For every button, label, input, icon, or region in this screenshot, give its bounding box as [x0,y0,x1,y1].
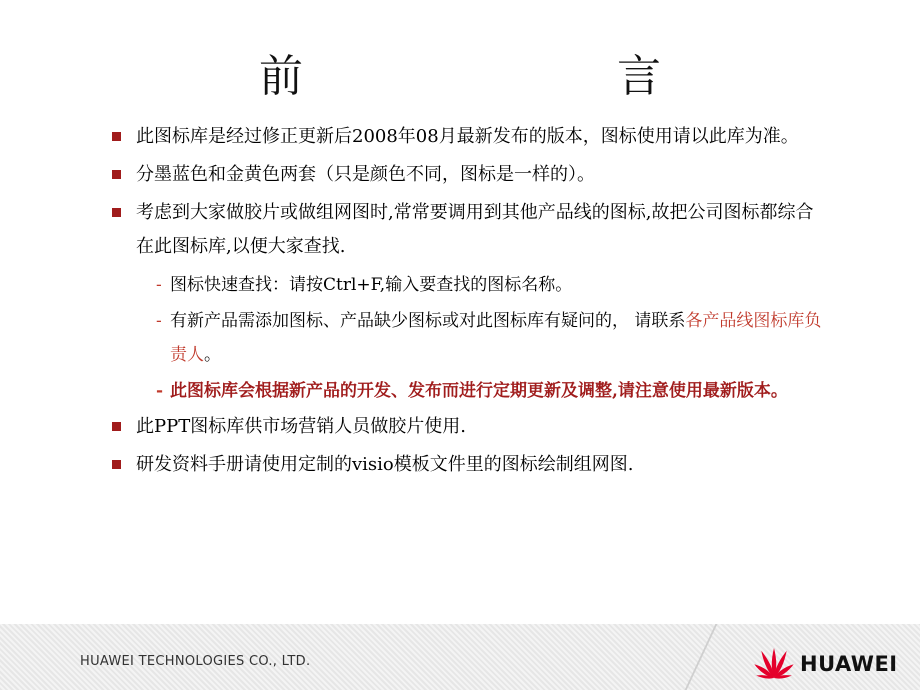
bullet-item [108,410,828,444]
dash-marker: - [156,275,162,295]
bullet-item [108,448,828,482]
footer-divider [685,624,718,690]
bullet-square-icon [112,422,121,431]
huawei-logo [752,642,902,682]
bullet-square-icon [112,460,121,469]
bullet-text: 研发资料手册请使用定制的visio模板文件里的图标绘制组网图. [136,454,634,475]
huawei-petals-icon [752,642,796,682]
company-name: HUAWEI TECHNOLOGIES CO., LTD. [80,654,311,669]
bullet-square-icon [112,208,121,217]
dash-marker: - [156,381,164,401]
sub-text-update-note: 此图标库会根据新产品的开发、发布而进行定期更新及调整,请注意使用最新版本。 [170,381,788,401]
sub-item [108,268,828,302]
bullet-text: 此图标库是经过修正更新后2008年08月最新发布的版本，图标使用请以此库为准。 [136,126,799,147]
bullet-text: 分墨蓝色和金黄色两套（只是颜色不同，图标是一样的）。 [136,164,595,185]
slide-title: 前 言 [259,51,811,102]
logo-wordmark: HUAWEI [800,652,898,676]
bullet-text: 此PPT图标库供市场营销人员做胶片使用. [136,416,466,437]
sub-item [108,374,828,408]
sub-item [108,304,828,372]
bullet-square-icon [112,170,121,179]
slide-content [108,120,828,486]
contact-highlight: 各产品线图标库负责人 [170,311,822,365]
sub-text-contact: 有新产品需添加图标、产品缺少图标或对此图标库有疑问的， 请联系 [170,311,686,331]
sub-text-search-hint: 图标快速查找：请按Ctrl+F,输入要查找的图标名称。 [170,275,573,295]
bullet-text: 考虑到大家做胶片或做组网图时,常常要调用到其他产品线的图标,故把公司图标都综合在此图标库,以便大家查找. [136,202,814,257]
bullet-item [108,196,828,264]
bullet-item [108,120,828,154]
bullet-square-icon [112,132,121,141]
footer-bar [0,624,920,690]
dash-marker: - [156,311,162,331]
bullet-item [108,158,828,192]
contact-suffix: 。 [204,345,221,365]
